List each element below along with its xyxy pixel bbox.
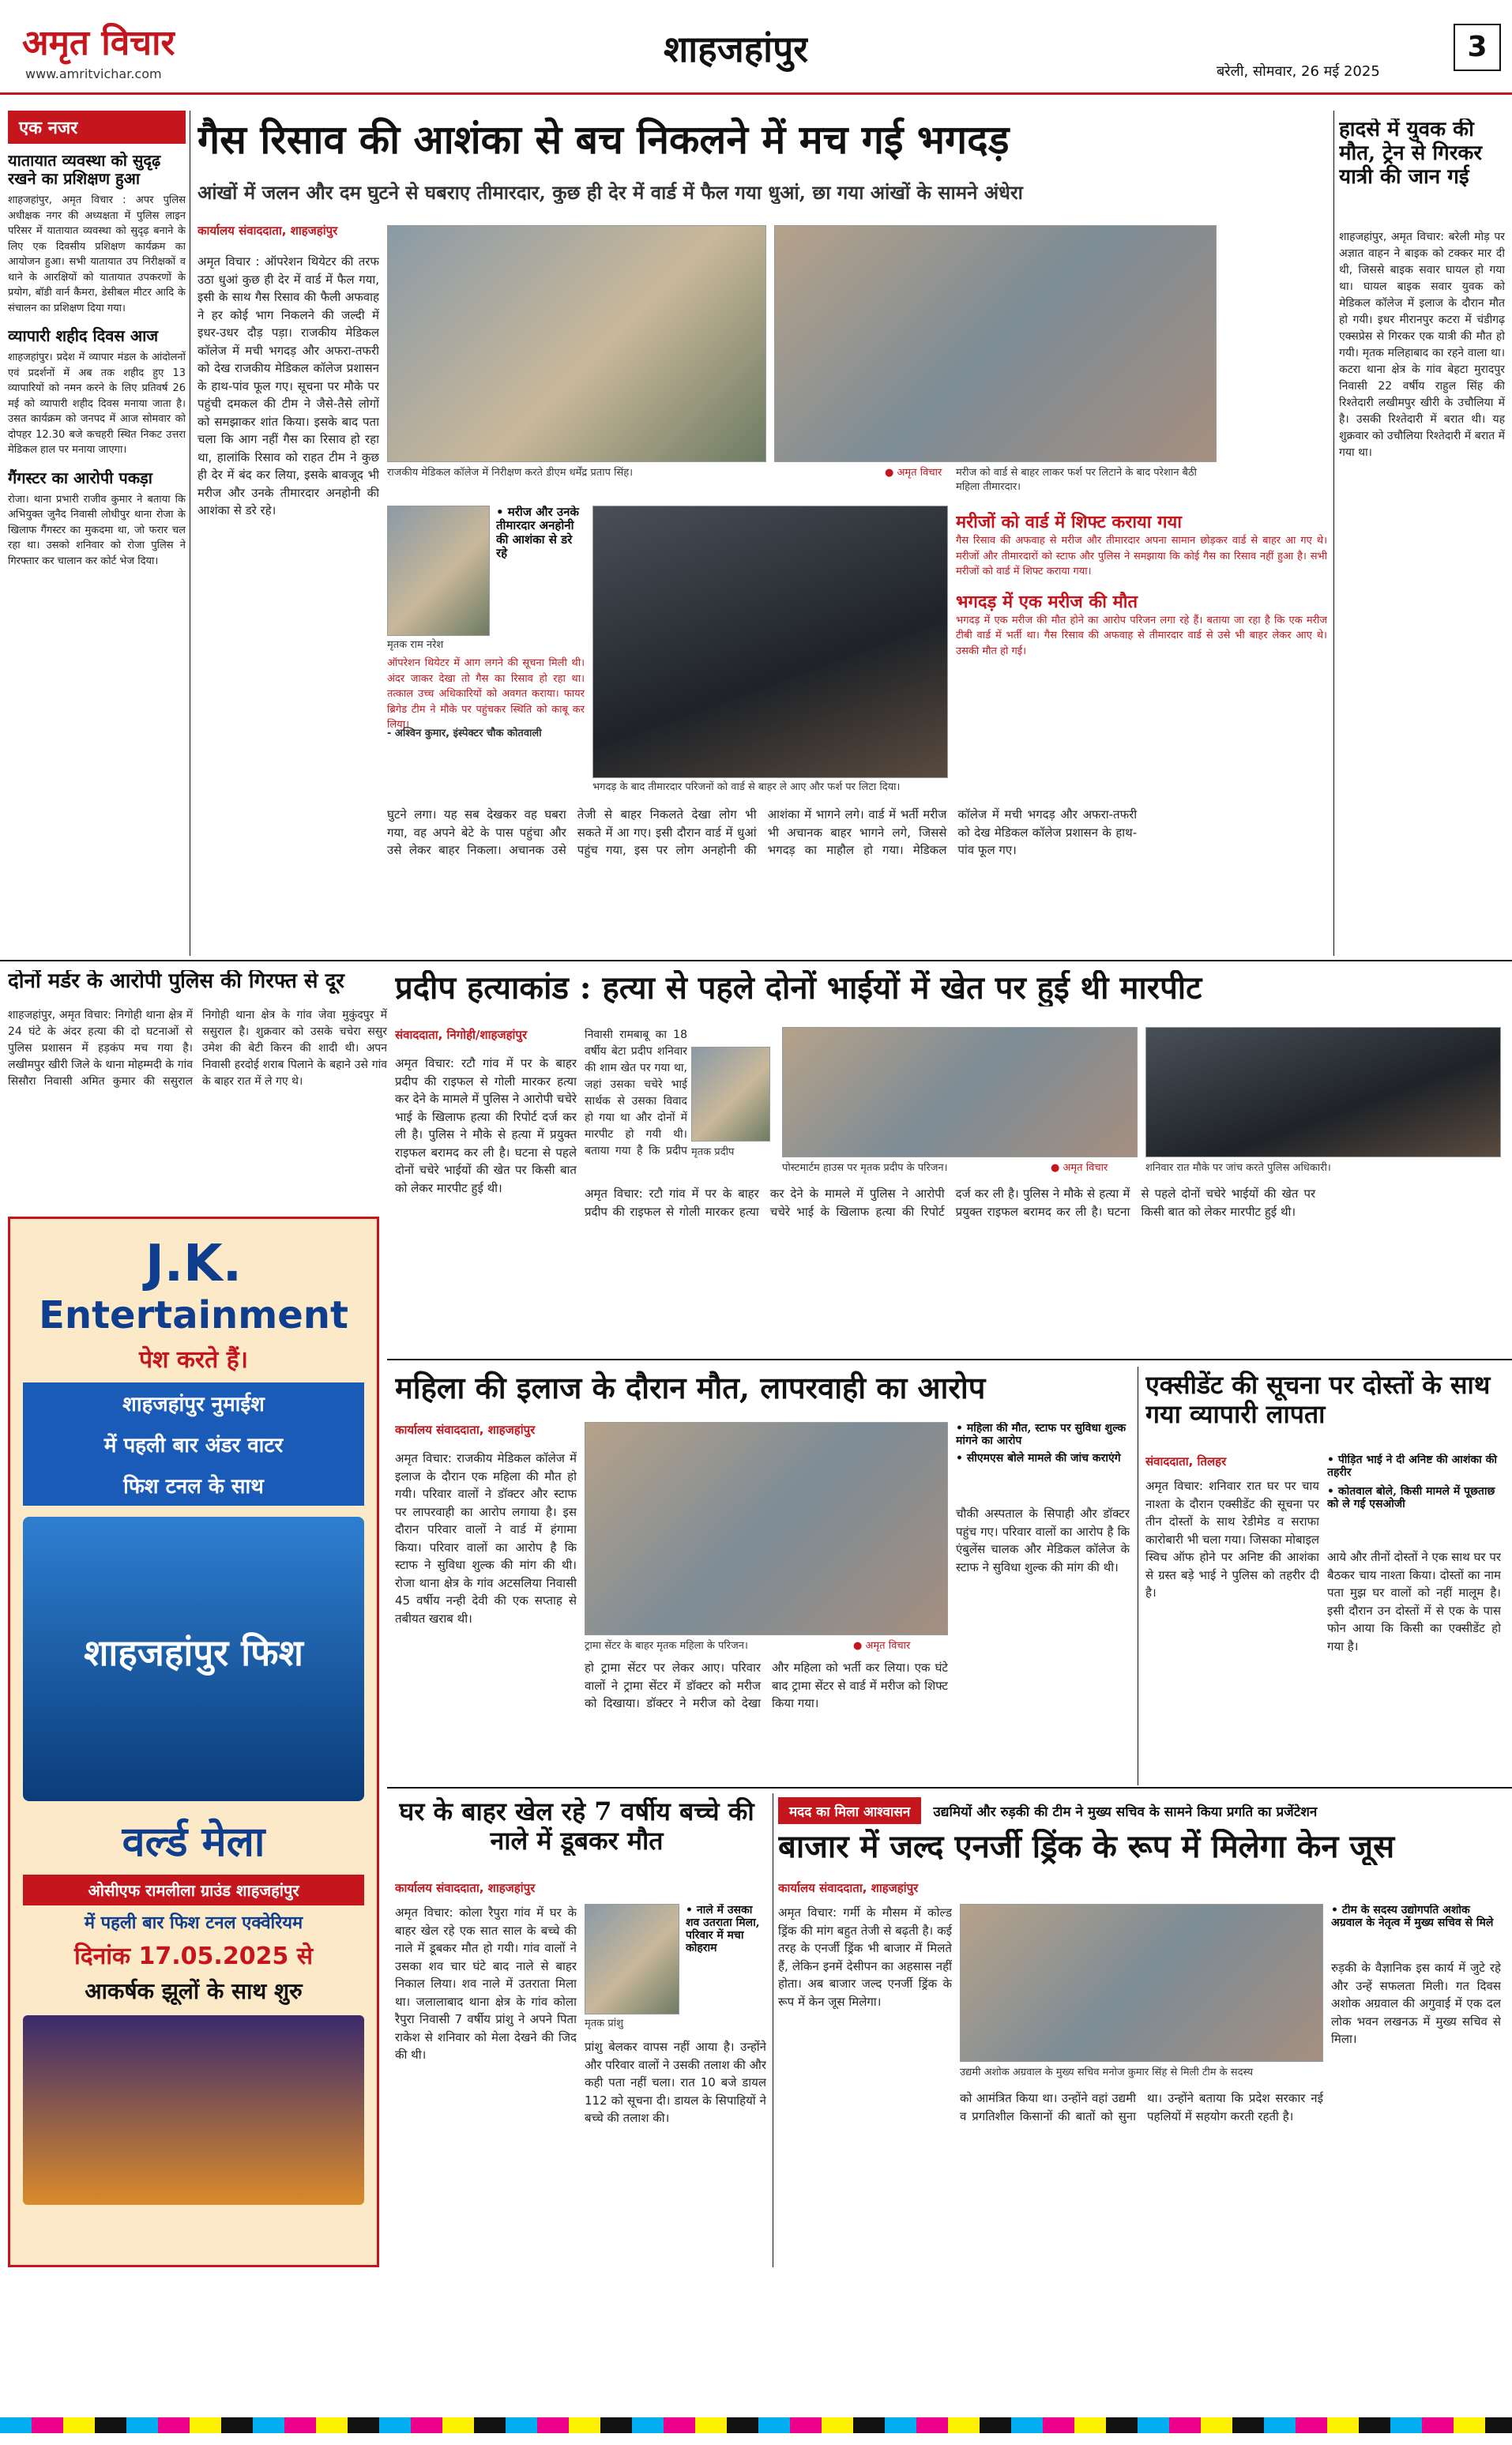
mahila-byline: कार्यालय संवाददाता, शाहजहांपुर [395, 1423, 536, 1437]
lead-photo-attendant [774, 225, 1217, 462]
ad-first: में पहली बार फिश टनल एक्वेरियम [84, 1913, 303, 1933]
pradeep-photo-postmortem [782, 1027, 1138, 1157]
ad-line-3: फिश टनल के साथ [23, 1465, 364, 1506]
brief-title: व्यापारी शहीद दिवस आज [8, 326, 159, 345]
child-byline: कार्यालय संवाददाता, शाहजहांपुर [395, 1881, 536, 1895]
brief-column [8, 111, 186, 964]
child-point: • नाले में उसका शव उतराता मिला, परिवार में मचा कोहराम [686, 1904, 760, 1955]
dateline: बरेली, सोमवार, 26 मई 2025 [1217, 63, 1380, 80]
cane-kicker-bar [778, 1797, 1501, 1824]
lead-deck: आंखों में जलन और दम घुटने से घबराए तीमारदार, कुछ ही देर में वार्ड में फैल गया धुआं, छा गया आंखों के सामने अंधेरा [197, 182, 1023, 204]
box1-text: गैस रिसाव की अफवाह से मरीज और तीमारदार अपना सामान छोड़कर वार्ड से बाहर आ गए थे। मरीजों और तीमारदारों को स्टाफ और पुलिस ने समझाया कि कोई गैस का रिसाव नहीं हुआ है। सभी मरीजों को वार्ड में शिफ्ट कराया गया। [956, 535, 1327, 577]
cane-body-2: को आमंत्रित किया था। उन्होंने वहां उद्यमी व प्रगतिशील किसानों की बातों को सुना था। उन्होंने बताया कि प्रदेश सरकार नई पहलियों में सहयोग करती रहती है। [960, 2091, 1323, 2123]
jk-entertainment-ad[interactable] [8, 1217, 379, 2267]
pradeep-label: मृतक प्रदीप [691, 1146, 735, 1158]
child-label: मृतक प्रांशु [585, 2018, 623, 2029]
brief-text: रोजा। थाना प्रभारी राजीव कुमार ने बताया कि अभियुक्त जुनैद निवासी लोधीपुर थाना रोजा के खिलाफ गैंगस्टर का मुकदमा था, जो फरार चल रहा था। उसको शनिवार को रोजा पुलिस ने गिरफ्तार कर चालान कर कोर्ट भेज दिया। [8, 493, 186, 567]
section-rule [0, 960, 1512, 961]
cane-body-3: रुड़की के वैज्ञानिक इस कार्य में जुटे रहे और उन्हें सफलता मिली। गत दिवस अशोक अग्रवाल की अगुवाई में एक दल लोक भवन लखनऊ में मुख्य सचिव से मिला। [1331, 1961, 1501, 2046]
lead-photo-inspection [387, 225, 766, 462]
cane-kicker: मदद का मिला आश्वासन [778, 1797, 921, 1824]
mahila-body: अमृत विचार: राजकीय मेडिकल कॉलेज में इलाज के दौरान एक महिला की मौत हो गयी। परिवार वालों ने डॉक्टर और स्टाफ पर लापरवाही का आरोप लगाया है। इस दौरान परिवार वालों ने वार्ड में हंगामा किया। परिवार वालों का आरोप है कि स्टाफ ने सुविधा शुल्क की मांग की थी। रोजा थाना क्षेत्र के गांव अटसलिया निवासी 45 वर्षीय नन्ही देवी की एक सप्ताह से तबीयत खराब थी। [395, 1451, 577, 1626]
pradeep-byline: संवाददाता, निगोही/शाहजहांपुर [395, 1028, 528, 1042]
cane-body: अमृत विचार: गर्मी के मौसम में कोल्ड ड्रिंक की मांग बहुत तेजी से बढ़ती है। कई तरह के एनर्जी ड्रिंक भी बाजार में मिलते हैं, लेकिन इनमें देसीपन का अहसास नहीं होता। अब बाजार जल्द एनर्जी ड्रिंक के रूप में केन जूस मिलेगा। [778, 1905, 952, 2009]
lead-body-continued: घुटने लगा। यह सब देखकर वह घबरा गया, वह अपने बेटे के पास पहुंचा और उसे लेकर बाहर निकला। अचानक उसे तेजी से बाहर निकलते देखा लोग भी सकते में आ गए। इसी दौरान वार्ड में धुआं पहुंच गया, इस पर लोग अनहोनी की आशंका में भागने लगे। वार्ड में भर्ती मरीज भी अचानक बाहर भागने लगे, जिससे भगदड़ का माहौल हो गया। मेडिकल कॉलेज में मची भगदड़ और अफरा-तफरी को देख मेडिकल कॉलेज प्रशासन के हाथ-पांव फूल गए। [387, 807, 1138, 857]
mritak-label: मृतक राम नरेश [387, 639, 444, 651]
cane-photo [960, 1904, 1323, 2062]
pradeep-headline: प्रदीप हत्याकांड : हत्या से पहले दोनों भाईयों में खेत पर हुई थी मारपीट [395, 970, 1202, 1006]
vyapari-byline: संवाददाता, तिलहर [1145, 1454, 1227, 1469]
accident-headline: हादसे में युवक की मौत, ट्रेन से गिरकर यात्री की जान गई [1339, 118, 1483, 189]
mahila-points [956, 1422, 1130, 1501]
lead-photo1-caption: राजकीय मेडिकल कॉलेज में निरीक्षण करते डीएम धर्मेंद्र प्रताप सिंह। [387, 467, 634, 479]
photo-credit: ● अमृत विचार [853, 1640, 911, 1652]
pradeep-body-continued: अमृत विचार: रटौ गांव में पर के बाहर प्रदीप की राइफल से गोली मारकर हत्या कर देने के मामले में पुलिस ने आरोपी चचेरे भाई के खिलाफ हत्या की रिपोर्ट दर्ज कर ली है। पुलिस ने मौके से हत्या में प्रयुक्त राइफल बरामद कर ली है। घटना से पहले दोनों चचेरे भाईयों की खेत पर किसी बात को लेकर मारपीट हुई थी। [585, 1187, 1316, 1219]
officer-quote: ऑपरेशन थियेटर में आग लगने की सूचना मिली थी। अंदर जाकर देखा तो गैस का रिसाव हो रहा था। तत्काल उच्च अधिकारियों को अवगत कराया। फायर ब्रिगेड टीम ने मौके पर पहुंचकर स्थिति को काबू कर लिया। [387, 657, 585, 731]
box2-text: भगदड़ में एक मरीज की मौत होने का आरोप परिजन लगा रहे हैं। बताया जा रहा है कि एक मरीज टीबी वार्ड में भर्ती था। गैस रिसाव की अफवाह से तीमारदार वार्ड से उसे भी बाहर लेकर आए थे। उसकी मौत हो गई। [956, 614, 1327, 657]
murder-body: शाहजहांपुर, अमृत विचार: निगोही थाना क्षेत्र में 24 घंटे के अंदर हत्या की दो घटनाओं से पुलिस प्रशासन में हड़कंप मच गया है। लखीमपुर खीरी जिले के थाना मोहम्मदी के गांव सिसौरा निवासी अमित कुमार की ससुराल निगोही थाना क्षेत्र के गांव जेवा मुकुंदपुर में ससुराल है। शुक्रवार को उसके चचेरा ससुर उमेश की बेटी किरन की शादी थी। अपन निवासी हरदोई शराब पिलाने के बहाने उसे गांव के बाहर रात में ले गए थे। [8, 1009, 387, 1088]
newspaper-logo: अमृत विचार [22, 23, 175, 63]
ad-brand: J.K. [145, 1235, 243, 1293]
vyapari-points [1327, 1454, 1501, 1533]
accident-body: शाहजहांपुर, अमृत विचार: बरेली मोड़ पर अज्ञात वाहन ने बाइक को टक्कर मार दी थी, जिससे बाइक सवार घायल हो गया था। घायल बाइक सवार युवक को मेडिकल कॉलेज में इलाज के दौरान मौत हो गयी। इधर मीरानपुर कटरा में चंडीगढ़ एक्सप्रेस से गिरकर एक यात्री की मौत हो गयी। मृतक मलिहाबाद का रहने वाला था। कटरा थाना क्षेत्र के गांव बेहटा मुरादपुर निवासी 22 वर्षीय राहुल सिंह की रिश्तेदारी लखीमपुर खीरी के उचौलिया में है। उसकी रिश्तेदारी में बरात थी। यह शुक्रवार को उचौलिया रिश्तेदारी में बरात में गया था। [1339, 231, 1505, 459]
cane-photo-caption: उद्यमी अशोक अग्रवाल के मुख्य सचिव मनोज कुमार सिंह से मिली टीम के सदस्य [960, 2067, 1254, 2078]
mahila-headline: महिला की इलाज के दौरान मौत, लापरवाही का आरोप [395, 1371, 986, 1405]
cane-point: • टीम के सदस्य उद्योगपति अशोक अग्रवाल के नेतृत्व में मुख्य सचिव से मिले [1331, 1904, 1494, 1930]
brief-text: शाहजहांपुर, अमृत विचार : अपर पुलिस अधीक्षक नगर की अध्यक्षता में पुलिस लाइन परिसर में यातायात व्यवस्था को सुदृढ़ बनाने के लिए एक दिवसीय प्रशिक्षण कार्यक्रम का आयोजन हुआ। सभी यातायात उप निरीक्षकों व थाने के आरक्षियों को यातायात उपकरणों के प्रयोग, बॉडी वार्न कैमरा, डेसीबल मीटर आदि के संचालन का प्रशिक्षण दिया गया। [8, 194, 186, 314]
mahila-photo [585, 1422, 948, 1635]
column-divider [1333, 111, 1334, 956]
side-quote: • मरीज और उनके तीमारदार अनहोनी की आशंका से डरे रहे [496, 506, 579, 560]
ad-rides-image [23, 2015, 364, 2205]
lead-byline: कार्यालय संवाददाता, शाहजहांपुर [197, 224, 338, 238]
ad-presents: पेश करते हैं। [138, 1346, 249, 1374]
mahila-body-2: हो ट्रामा सेंटर पर लेकर आए। परिवार वालों ने ट्रामा सेंटर में डॉक्टर को मरीज को दिखाया। डॉक्टर ने मरीज को देखा और महिला को भर्ती कर लिया। एक घंटे बाद ट्रामा सेंटर से वार्ड में मरीज को शिफ्ट किया गया। [585, 1661, 948, 1710]
masthead [0, 0, 1512, 95]
pradeep-photo-police [1145, 1027, 1501, 1157]
pradeep-portrait [691, 1047, 770, 1142]
cane-kicker-2: उद्यमियों और रुड़की की टीम ने मुख्य सचिव के सामने किया प्रगति का प्रजेंटेशन [933, 1804, 1318, 1820]
vyapari-body: अमृत विचार: शनिवार रात घर पर चाय नाश्ता के दौरान एक्सीडेंट की सूचना पर तीन दोस्तों के साथ रेडीमेड व सराफा कारोबारी भी चला गया। जिसका मोबाइल स्विच ऑफ होने पर अनिष्ट की आशंका से ग्रस्त बड़े भाई ने पुलिस को तहरीर दी है। [1145, 1479, 1319, 1600]
child-headline: घर के बाहर खेल रहे 7 वर्षीय बच्चे की नाले में डूबकर मौत [399, 1797, 754, 1856]
murder-headline: दोनों मर्डर के आरोपी पुलिस की गिरफ्त से दूर [8, 970, 344, 993]
child-portrait [585, 1904, 679, 2014]
brief-title: गैंगस्टर का आरोपी पकड़ा [8, 468, 152, 487]
lead-photo3-caption: भगदड़ के बाद तीमारदार परिजनों को वार्ड से बाहर ले आए और फर्श पर लिटा दिया। [592, 781, 901, 793]
ad-mela: वर्ल्ड मेला [122, 1819, 265, 1866]
ad-swings: आकर्षक झूलों के साथ शुरु [85, 1978, 303, 2004]
ad-brand-2: Entertainment [39, 1293, 348, 1337]
mahila-body-3: चौकी अस्पताल के सिपाही और डॉक्टर पहुंच गए। परिवार वालों का आरोप है कि एंबुलेंस चालक और मेडिकल कॉलेज के स्टाफ ने सुविधा शुल्क की मांग की थी। [956, 1506, 1130, 1574]
cane-byline: कार्यालय संवाददाता, शाहजहांपुर [778, 1881, 919, 1895]
photo-credit: ● अमृत विचार [885, 467, 942, 479]
box1-title: मरीजों को वार्ड में शिफ्ट कराया गया [956, 512, 1182, 532]
lead-body: अमृत विचार : ऑपरेशन थियेटर की तरफ उठा धुआं कुछ ही देर में वार्ड में फैल गया, इसी के साथ गैस रिसाव की फैली अफवाह ने हर कोई भाग निकलने की जल्दी में इधर-उधर दौड़ पड़ा। राजकीय मेडिकल कॉलेज में मची भगदड़ और अफरा-तफरी को देख राजकीय मेडिकल कॉलेज प्रशासन के हाथ-पांव फूल गए। सूचना पर मौके पर पहुंची दमकल की टीम ने जैसे-तैसे लोगों को समझाकर शांत किया। इसके बाद पता चला कि आग नहीं गैस का रिसाव हो रहा था, हालांकि रिसाव को राहत टीम ने कुछ ही देर में बंद कर लिया, इसके बावजूद भी मरीज और उनके तीमारदार अनहोनी की आशंका से डरे रहे। [197, 254, 379, 517]
vyapari-point: • कोतवाल बोले, किसी मामले में पूछताछ को ले गई एसओजी [1327, 1485, 1495, 1511]
cane-headline: बाजार में जल्द एनर्जी ड्रिंक के रूप में मिलेगा केन जूस [778, 1829, 1395, 1865]
vyapari-headline: एक्सीडेंट की सूचना पर दोस्तों के साथ गया व्यापारी लापता [1145, 1371, 1491, 1429]
mahila-point: • सीएमएस बोले मामले की जांच कराएंगे [956, 1452, 1121, 1465]
lead-photo2-caption: मरीज को वार्ड से बाहर लाकर फर्श पर लिटाने के बाद परेशान बैठी महिला तीमारदार। [956, 467, 1197, 493]
mritak-photo [387, 506, 490, 636]
officer-quote-by: - अश्विन कुमार, इंस्पेक्टर चौक कोतवाली [387, 728, 542, 739]
info-box [956, 510, 1327, 782]
page-number: 3 [1454, 24, 1501, 71]
brief-tag: एक नजर [8, 111, 186, 144]
section-rule [387, 1787, 1512, 1789]
pradeep-photo1-caption: पोस्टमार्टम हाउस पर मृतक प्रदीप के परिजन। [782, 1162, 948, 1174]
child-body-2: प्रांशु बेलकर वापस नहीं आया है। उन्होंने और परिवार वालों ने उसकी तलाश की और कही पता नहीं चला। रात 10 बजे डायल 112 को सूचना दी। डायल के सिपाहियों ने बच्चे की तलाश की। [585, 2040, 766, 2125]
ad-date: दिनांक 17.05.2025 से [73, 1943, 314, 1970]
ad-venue: ओसीएफ रामलीला ग्राउंड शाहजहांपुर [23, 1875, 364, 1905]
child-body: अमृत विचार: कोला रैपुरा गांव में घर के बाहर खेल रहे एक सात साल के बच्चे की नाले में डूबकर मौत हो गयी। गांव वालों ने उसका शव चार घंटे बाद नाले से बाहर निकाल लिया। शव नाले में उतराता मिला था। जलालाबाद थाना क्षेत्र के गांव कोला रैपुरा निवासी 7 वर्षीय प्रांशु ने अपने पिता राकेश से शनिवार को मेला देखने की जिद की थी। [395, 1905, 577, 2062]
pradeep-body-2: निवासी रामबाबू का 18 वर्षीय बेटा प्रदीप शनिवार की शाम खेत पर गया था, जहां उसका चचेरे भाई सार्थक से उसका विवाद हो गया था और दोनों में मारपीट हो गयी थी। बताया गया है कि प्रदीप [585, 1029, 687, 1157]
pradeep-body: अमृत विचार: रटौ गांव में पर के बाहर प्रदीप की राइफल से गोली मारकर हत्या कर देने के मामले में पुलिस ने आरोपी चचेरे भाई के खिलाफ हत्या की रिपोर्ट दर्ज कर ली है। पुलिस ने मौके से हत्या में प्रयुक्त राइफल बरामद कर ली है। घटना से पहले दोनों चचेरे भाईयों की खेत पर किसी बात को लेकर मारपीट हुई थी। [395, 1056, 577, 1195]
section-rule [387, 1359, 1512, 1360]
edition-city: शाहजहांपुर [664, 28, 809, 70]
brief-text: शाहजहांपुर। प्रदेश में व्यापार मंडल के आंदोलनों एवं प्रदर्शनों में अब तक शहीद हुए 13 व्यापारियों को नमन करने के लिए प्रतिवर्ष 26 मई को व्यापारी शहीद दिवस मनाया जाता है। उसत कार्यक्रम को जनपद में आज सोमवार को दोपहर 12.30 बजे कचहरी स्थित निकट उत्तरा मेडिकल हाल पर मनाया जाएगा। [8, 352, 186, 456]
website-url[interactable]: www.amritvichar.com [25, 66, 162, 81]
ad-line-2: में पहली बार अंडर वाटर [23, 1424, 364, 1465]
ad-line-1: शाहजहांपुर नुमाईश [23, 1382, 364, 1424]
mahila-photo-caption: ट्रामा सेंटर के बाहर मृतक महिला के परिजन। [585, 1640, 748, 1652]
ad-fish-tunnel-art: शाहजहांपुर फिश [23, 1517, 364, 1801]
box2-title: भगदड़ में एक मरीज की मौत [956, 591, 1138, 612]
lead-headline: गैस रिसाव की आशंका से बच निकलने में मच गई भगदड़ [197, 117, 1010, 163]
vyapari-point: • पीड़ित भाई ने दी अनिष्ट की आशंका की तहरीर [1327, 1454, 1498, 1480]
print-color-bar [0, 2417, 1512, 2433]
mahila-point: • महिला की मौत, स्टाफ पर सुविधा शुल्क मांगने का आरोप [956, 1422, 1126, 1448]
brief-title: यातायात व्यवस्था को सुदृढ़ रखने का प्रशिक्षण हुआ [8, 151, 161, 188]
vyapari-body-2: आये और तीनों दोस्तों ने एक साथ घर पर बैठकर चाय नाश्ता किया। दोस्तों का नाम पता मुझ घर वालों को नहीं मालूम है। इसी दौरान उन दोस्तों में से एक के पास फोन आया कि किसी का एक्सीडेंट हो गया है। [1327, 1550, 1501, 1653]
photo-credit: ● अमृत विचार [1051, 1162, 1108, 1174]
pradeep-photo2-caption: शनिवार रात मौके पर जांच करते पुलिस अधिकारी। [1145, 1162, 1331, 1174]
lead-photo-floor [592, 506, 948, 778]
